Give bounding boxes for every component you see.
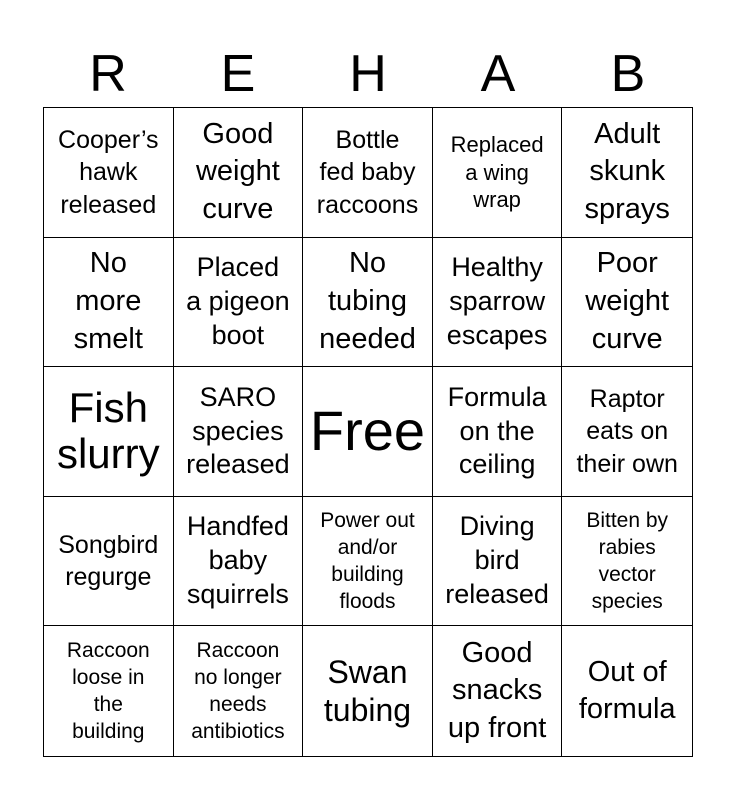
header-letter-b: B: [610, 45, 646, 103]
header-letter-a: A: [480, 45, 516, 103]
bingo-cell-r3c4[interactable]: [433, 367, 563, 497]
bingo-cell-r4c2[interactable]: [174, 497, 304, 627]
bingo-cell-r1c3[interactable]: [303, 108, 433, 238]
bingo-cell-free[interactable]: [303, 367, 433, 497]
bingo-cell-r5c3[interactable]: [303, 626, 433, 756]
bingo-cell-r5c5[interactable]: [562, 626, 692, 756]
cell-label: Adult skunk sprays: [584, 117, 670, 226]
bingo-cell-r2c3[interactable]: [303, 238, 433, 368]
bingo-cell-r1c5[interactable]: [562, 108, 692, 238]
free-space-label: Free: [309, 399, 426, 463]
cell-label: Formula on the ceiling: [447, 381, 547, 480]
bingo-cell-r4c4[interactable]: [433, 497, 563, 627]
bingo-cell-r1c2[interactable]: [174, 108, 304, 238]
bingo-cell-r1c4[interactable]: [433, 108, 563, 238]
bingo-cell-r2c2[interactable]: [174, 238, 304, 368]
cell-label: Cooper’s hawk released: [58, 125, 159, 219]
bingo-cell-r3c1[interactable]: [44, 367, 174, 497]
cell-label: Poor weight curve: [585, 247, 670, 355]
cell-label: Good weight curve: [195, 117, 280, 226]
header-letter-h: H: [349, 45, 387, 103]
bingo-cell-r4c1[interactable]: [44, 497, 174, 627]
cell-label: No more smelt: [73, 247, 143, 355]
cell-label: Handfed baby squirrels: [186, 511, 289, 609]
bingo-cell-r2c4[interactable]: [433, 238, 563, 368]
bingo-board: [43, 107, 693, 757]
bingo-cell-r3c5[interactable]: [562, 367, 692, 497]
bingo-cell-r5c1[interactable]: [44, 626, 174, 756]
cell-label: Raptor eats on their own: [576, 384, 678, 478]
cell-label: Raccoon loose in the building: [66, 638, 150, 744]
bingo-cell-r4c3[interactable]: [303, 497, 433, 627]
cell-label: Power out and/or building floods: [320, 508, 415, 614]
bingo-cell-r5c4[interactable]: [433, 626, 563, 756]
cell-label: Bitten by rabies vector species: [586, 508, 669, 614]
bingo-cell-r2c5[interactable]: [562, 238, 692, 368]
bingo-header: [43, 40, 693, 108]
bingo-cell-r3c2[interactable]: [174, 367, 304, 497]
cell-label: No tubing needed: [319, 247, 416, 355]
cell-label: Swan tubing: [323, 653, 412, 729]
bingo-cell-r4c5[interactable]: [562, 497, 692, 627]
bingo-cell-r1c1[interactable]: [44, 108, 174, 238]
cell-label: Out of formula: [578, 655, 676, 726]
cell-label: Fish slurry: [56, 384, 160, 478]
bingo-cell-r2c1[interactable]: [44, 238, 174, 368]
cell-label: Replaced a wing wrap: [450, 132, 544, 213]
cell-label: Placed a pigeon boot: [186, 252, 290, 350]
header-letter-r: R: [89, 45, 127, 103]
cell-label: Raccoon no longer needs antibiotics: [191, 638, 285, 744]
header-letter-e: E: [220, 45, 256, 103]
bingo-cell-r5c2[interactable]: [174, 626, 304, 756]
cell-label: Songbird regurge: [58, 530, 159, 592]
cell-label: Healthy sparrow escapes: [446, 252, 548, 350]
cell-label: SARO species released: [186, 381, 290, 480]
cell-label: Diving bird released: [445, 511, 549, 609]
cell-label: Good snacks up front: [447, 636, 547, 745]
cell-label: Bottle fed baby raccoons: [316, 125, 419, 219]
